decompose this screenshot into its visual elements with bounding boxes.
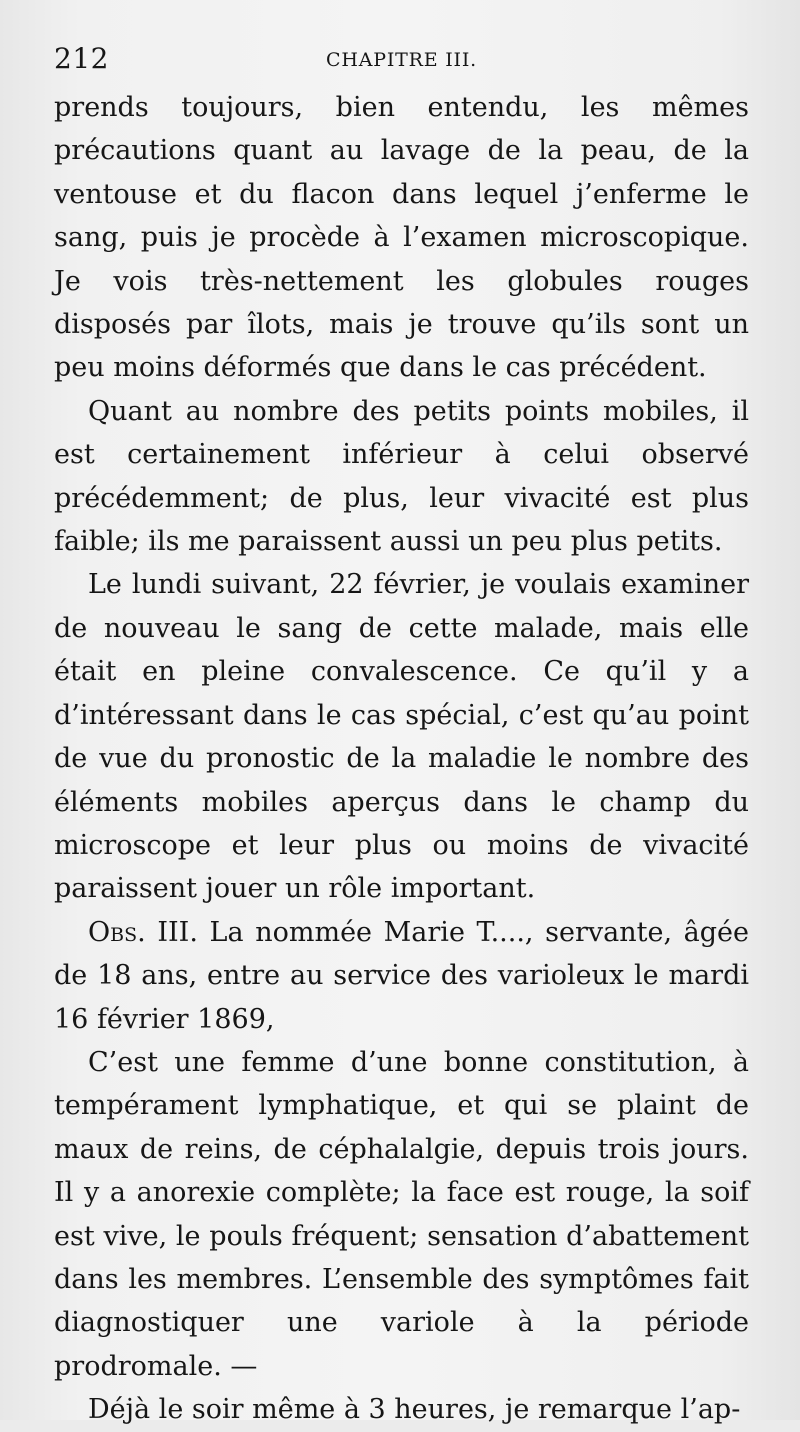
page-text-block: [54, 40, 749, 1432]
observation-label: Obs. III.: [88, 916, 198, 948]
paragraph-evening-observation: Déjà le soir même à 3 heures, je remarque l’ap-: [88, 1394, 741, 1426]
paragraph-continued-from-previous-page: prends toujours, bien entendu, les mêmes précautions quant au lavage de la peau, de la ventouse et du flacon dans lequel j’enferme le sang, puis je procède à l’examen microscopique. Je vois très-nettement les globules rouges disposés par îlots, mais je trouve qu’ils sont un peu moins déformés que dans le cas précédent.: [54, 92, 749, 384]
paragraph-mobile-points: Quant au nombre des petits points mobiles, il est certainement inférieur à celui observé précédemment; de plus, leur vivacité est plus faible; ils me paraissent aussi un peu plus petits.: [54, 395, 749, 558]
paragraph-observation-three: [54, 911, 749, 1041]
page-number: 212: [54, 42, 109, 75]
paragraph-patient-symptoms: C’est une femme d’une bonne constitution, à tempérament lymphatique, et qui se plaint de maux de reins, de céphalalgie, depuis trois jours. Il y a anorexie complète; la face est rouge, la soif est vive, le pouls fréquent; sensation d’abattement dans les membres. L’ensemble des symptômes fait diagnostiquer une variole à la période prodromale. —: [54, 1046, 749, 1382]
chapter-title: CHAPITRE III.: [326, 49, 477, 71]
paragraph-follow-up-examination: Le lundi suivant, 22 février, je voulais examiner de nouveau le sang de cette malade, mais elle était en pleine convalescence. Ce qu’il y a d’intéressant dans le cas spécial, c’est qu’au point de vue du pronostic de la maladie le nombre des éléments mobiles aperçus dans le champ du microscope et leur plus ou moins de vivacité paraissent jouer un rôle important.: [54, 569, 749, 905]
running-head: [54, 40, 749, 86]
observation-text: La nommée Marie T...., servante, âgée de 18 ans, entre au service des varioleux le mardi 16 février 1869,: [54, 916, 750, 1035]
